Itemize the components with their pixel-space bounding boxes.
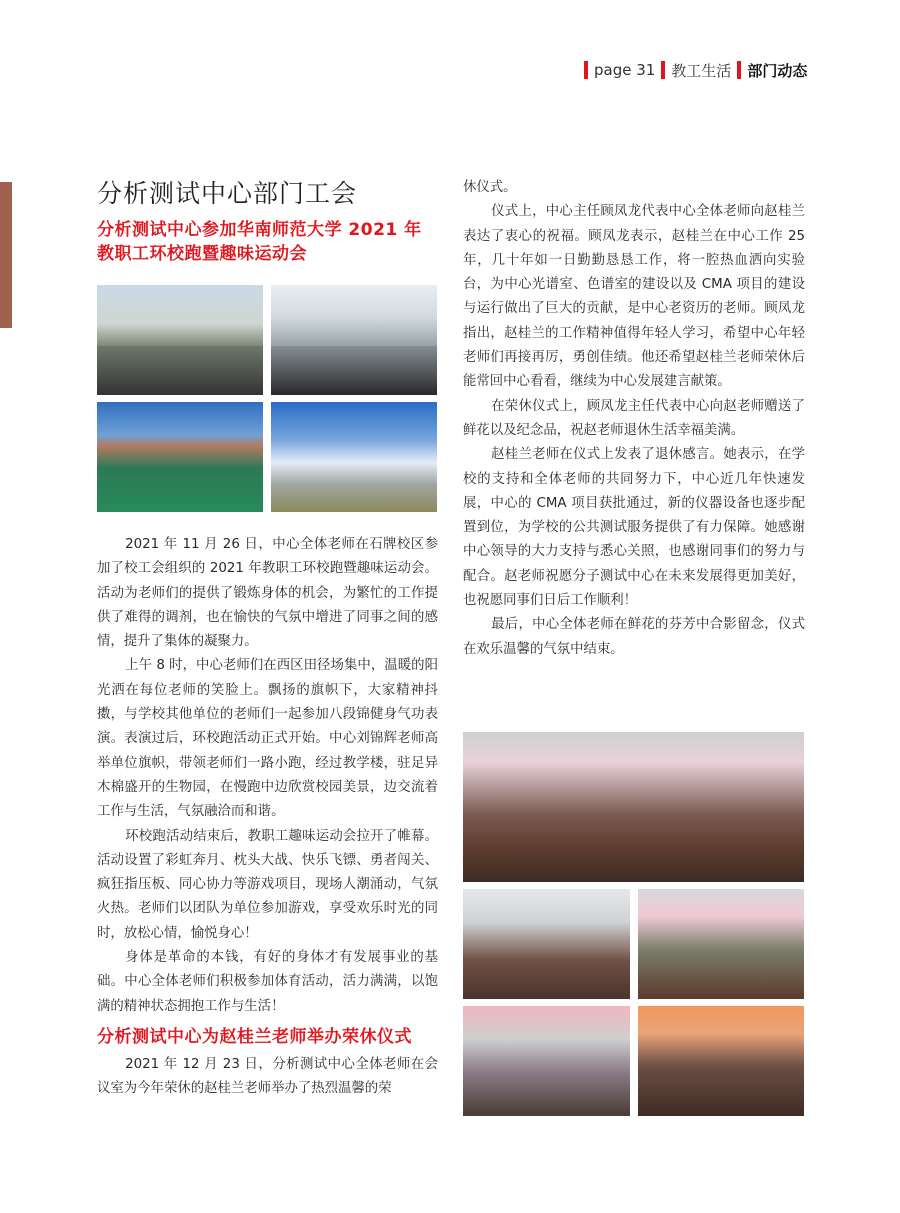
- campus-run-walking-photo: [271, 285, 437, 395]
- article2-paragraph: 在荣休仪式上，顾凤龙主任代表中心向赵老师赠送了鲜花以及纪念品，祝赵老师退休生活幸福美满。: [463, 398, 805, 438]
- meeting-room-photo: [463, 889, 630, 999]
- page-header: [584, 58, 813, 82]
- left-column: [97, 176, 438, 266]
- fun-games-court-photo: [97, 402, 263, 512]
- section-title: 分析测试中心部门工会: [97, 179, 358, 208]
- accent-bar: [584, 61, 588, 79]
- retirement-group-photo: [463, 732, 804, 882]
- article1-body: [97, 533, 438, 1101]
- side-color-strip: [0, 182, 12, 328]
- article2-paragraph: 赵桂兰老师在仪式上发表了退休感言。她表示，在学校的支持和全体老师的共同努力下，中心近几年快速发展，中心的 CMA 项目获批通过，新的仪器设备也逐步配置到位，为学校的公共测试服务提供了有力保障。她感谢中心领导的大力支持与悉心关照，也感谢同事们的努力与配合。赵老师祝愿分子测试中心在未来发展得更加美好，也祝愿同事们日后工作顺利！: [463, 447, 805, 609]
- retirement-speech-photo: [463, 1006, 630, 1116]
- page-number-label: page 31: [594, 61, 656, 79]
- subsection-label-text: 部门动态: [747, 61, 808, 80]
- retirement-cake-photo: [638, 1006, 804, 1116]
- article2-paragraph-continued: 休仪式。: [463, 180, 517, 195]
- article1-paragraph: 环校跑活动结束后，教职工趣味运动会拉开了帷幕。活动设置了彩虹奔月、枕头大战、快乐飞镖、勇者闯关、疯狂指压板、同心协力等游戏项目，现场人潮涌动，气氛火热。老师们以团队为单位参加游戏，享受欢乐时光的同时，放松心情，愉悦身心！: [97, 828, 438, 941]
- article2-paragraph: 最后，中心全体老师在鲜花的芬芳中合影留念，仪式在欢乐温馨的气氛中结束。: [463, 617, 805, 657]
- article1-title: 分析测试中心参加华南师范大学 2021 年教职工环校跑暨趣味运动会: [97, 220, 422, 264]
- accent-bar: [737, 61, 741, 79]
- article1-paragraph: 身体是革命的本钱，有好的身体才有发展事业的基础。中心全体老师们积极参加体育活动，活力满满，以饱满的精神状态拥抱工作与生活！: [97, 950, 438, 1014]
- section-label: [661, 60, 731, 81]
- subsection-label: [737, 60, 807, 81]
- article1-paragraph: 2021 年 11 月 26 日，中心全体老师在石牌校区参加了校工会组织的 2021 年教职工环校跑暨趣味运动会。活动为老师们的提供了锻炼身体的机会，为繁忙的工作提供了难得的调剂，也在愉快的气氛中增进了同事之间的感情，提升了集体的凝聚力。: [97, 537, 438, 650]
- page-number: [584, 61, 655, 79]
- campus-run-group-photo: [97, 285, 263, 395]
- article1-paragraph: 上午 8 时，中心老师们在西区田径场集中，温暖的阳光洒在每位老师的笑脸上。飘扬的旗帜下，大家精神抖擞，与学校其他单位的老师们一起参加八段锦健身气功表演。表演过后，环校跑活动正式开始。中心刘锦辉老师高举单位旗帜，带领老师们一路小跑，经过教学楼，驻足异木棉盛开的生物园，在慢跑中边欣赏校园美景，边交流着工作与生活，气氛融洽而和谐。: [97, 658, 438, 820]
- article2-title: 分析测试中心为赵桂兰老师举办荣休仪式: [97, 1026, 412, 1047]
- article2-paragraph: 仪式上，中心主任顾凤龙代表中心全体老师向赵桂兰表达了衷心的祝福。顾凤龙表示，赵桂兰在中心工作 25 年，几十年如一日勤勤恳恳工作，将一腔热血洒向实验台，为中心光谱室、色谱室的建设以及 CMA 项目的建设与运行做出了巨大的贡献，是中心老资历的老师。顾凤龙指出，赵桂兰的工作精神值得年轻人学习，希望中心年轻老师们再接再厉，勇创佳绩。他还希望赵桂兰老师荣休后能常回中心看看，继续为中心发展建言献策。: [463, 204, 805, 390]
- right-column: [463, 176, 805, 662]
- accent-bar: [661, 61, 665, 79]
- team-banner-photo: [271, 402, 437, 512]
- article2-paragraph: 2021 年 12 月 23 日，分析测试中心全体老师在会议室为今年荣休的赵桂兰老师举办了热烈温馨的荣: [97, 1056, 438, 1097]
- gift-presentation-photo: [638, 889, 804, 999]
- section-label-text: 教工生活: [671, 61, 732, 80]
